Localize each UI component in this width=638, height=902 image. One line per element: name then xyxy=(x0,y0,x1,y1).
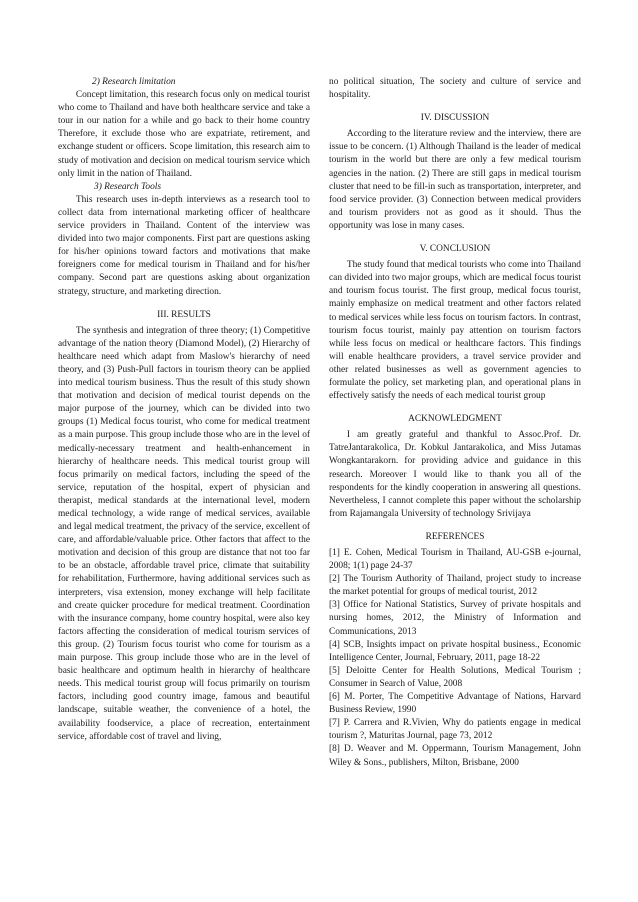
conclusion-text: The study found that medical tourists who come into Thailand can divided into two major groups, which are medical focus tourist and tourism focus tourist. The first group, medical focus tourist, mainly emphasize on medical treatment and other factors related to medical services while less focus on tourism factors. In contrast, tourism focus tourist, mainly pay attention on tourism factors while less focus on medical or healthcare factors. This findings will enable healthcare providers, a travel service provider and other related businesses as well as government agencies to formulate the policy, set marketing plan, and operational plans in effectively satisfy the needs of each medical tourist group xyxy=(329,260,581,402)
reference-item: [1] E. Cohen, Medical Tourism in Thailand, AU-GSB e-journal, 2008; 1(1) page 24-37 xyxy=(329,548,581,572)
reference-item: [6] M. Porter, The Competitive Advantage of Nations, Harvard Business Review, 1990 xyxy=(329,692,581,716)
results-text: The synthesis and integration of three theory; (1) Competitive advantage of the nation theory (Diamond Model), (2) Hierarchy of healthcare need which adapt from Maslow's hierarchy of need theory, and (3) Push-Pull factors in tourism theory can be applied into medical tourism business. Thus the result of this study shown that motivation and decision of medical tourist depends on the major purpose of the journey, which can be divided into two groups (1) Medical focus tourist, who come for medical treatment as a main purpose. This group include those who are in the level of medically-necessary treatment and health-enhancement in hierarchy of healthcare needs. This medical tourist group will focus primarily on medical factors, including the speed of the service, reputation of the hospital, expert of physician and therapist, medical standards at the international level, modern medical technology, a wide range of medical services, available and legal medical treatment, the privacy of the service, excellent of care, and affordable/valuable price. Other factors that affect to the motivation and decision of this group are distance that not too far to be an obstacle, affordable travel price, climate that suitability for rehabilitation, Furthermore, having additional services such as interpreters, visa extension, money exchange will help facilitate and create quicker procedure for medical treatment. Coordination with the insurance company, home country hospital, were also key factors affecting the consideration of medical tourism services of this group. (2) Tourism focus tourist who come for tourism as a main purpose. This group include those who are in the level of basic healthcare and optimum health in hierarchy of healthcare needs. This medical tourist group will focus primarily on tourism factors, including good country image, famous and beautiful landscape, suitable weather, the convenience of a hotel, the availability foodservice, a place of recreation, entertainment service, affordable cost of travel and living, xyxy=(58,325,310,742)
reference-item: [3] Office for National Statistics, Survey of private hospitals and nursing homes, 2012, the Ministry of Information and Communications, 2013 xyxy=(329,600,581,637)
research-tools-text: This research uses in-depth interviews as a research tool to collect data from international marketing officer of healthcare service providers in Thailand. Content of the interview was divided into two major components. First part are questions asking for his/her opinions toward factors and motivations that make foreigners come for medical tourism in Thailand and for his/her company. Second part are questions asking about organization strategy, structure, and marketing direction. xyxy=(58,194,310,297)
discussion-heading: IV. DISCUSSION xyxy=(420,113,490,124)
left-column xyxy=(58,76,310,744)
research-limitation-heading: 2) Research limitation xyxy=(92,77,176,87)
discussion-text: According to the literature review and the interview, there are issue to be concern. (1) Although Thailand is the leader of medical tourism in the world but there are only a few medical tourism agencies in the nation. (2) There are still gaps in medical tourism cluster that need to be fill-in such as transportation, interpreter, and food service provider. (3) Connection between medical providers and tourism providers not as good as it should. Thus the opportunity was lose in many cases. xyxy=(329,129,581,231)
reference-list xyxy=(329,547,581,770)
results-heading: III. RESULTS xyxy=(157,309,211,320)
reference-item: [2] The Tourism Authority of Thailand, project study to increase the market potential for groups of medical tourist, 2012 xyxy=(329,574,581,598)
results-continued-text: no political situation, The society and culture of service and hospitality. xyxy=(329,77,581,101)
right-column xyxy=(329,76,581,770)
reference-item: [5] Deloitte Center for Health Solutions, Medical Tourism ; Consumer in Search of Value, 2008 xyxy=(329,665,581,689)
acknowledgment-text: I am greatly grateful and thankful to Assoc.Prof. Dr. TatreJantarakolica, Dr. Kobkul Jantarakolica, and Miss Jutamas Wongkantarakorn. for providing advice and guidance in this research. Moreover I would like to thank you all of the respondents for the kindly cooperation in answering all questions. Nevertheless, I cannot complete this paper without the scholarship from Rajamangala University of technology Srivijaya xyxy=(329,430,581,519)
conclusion-heading: V. CONCLUSION xyxy=(419,244,491,255)
reference-item: [7] P. Carrera and R.Vivien, Why do patients engage in medical tourism ?, Maturitas Journal, page 73, 2012 xyxy=(329,718,581,742)
reference-item: [8] D. Weaver and M. Oppermann, Tourism Management, John Wiley & Sons., publishers, Milton, Brisbane, 2000 xyxy=(329,744,581,768)
research-limitation-text: Concept limitation, this research focus only on medical tourist who come to Thailand and have both healthcare service and take a tour in our nation for a while and go back to their home country Therefore, it exclude those who are expatriate, retirement, and exchange student or officers. Scope limitation, this research aim to study of motivation and decision on medical tourism service which only limit in the nation of Thailand. xyxy=(58,90,310,179)
reference-item: [4] SCB, Insights impact on private hospital business., Economic Intelligence Center, Journal, February, 2011, page 18-22 xyxy=(329,639,581,663)
references-heading: REFERENCES xyxy=(425,531,485,542)
research-tools-heading: 3) Research Tools xyxy=(94,181,162,192)
acknowledgment-heading: ACKNOWLEDGMENT xyxy=(408,414,502,425)
